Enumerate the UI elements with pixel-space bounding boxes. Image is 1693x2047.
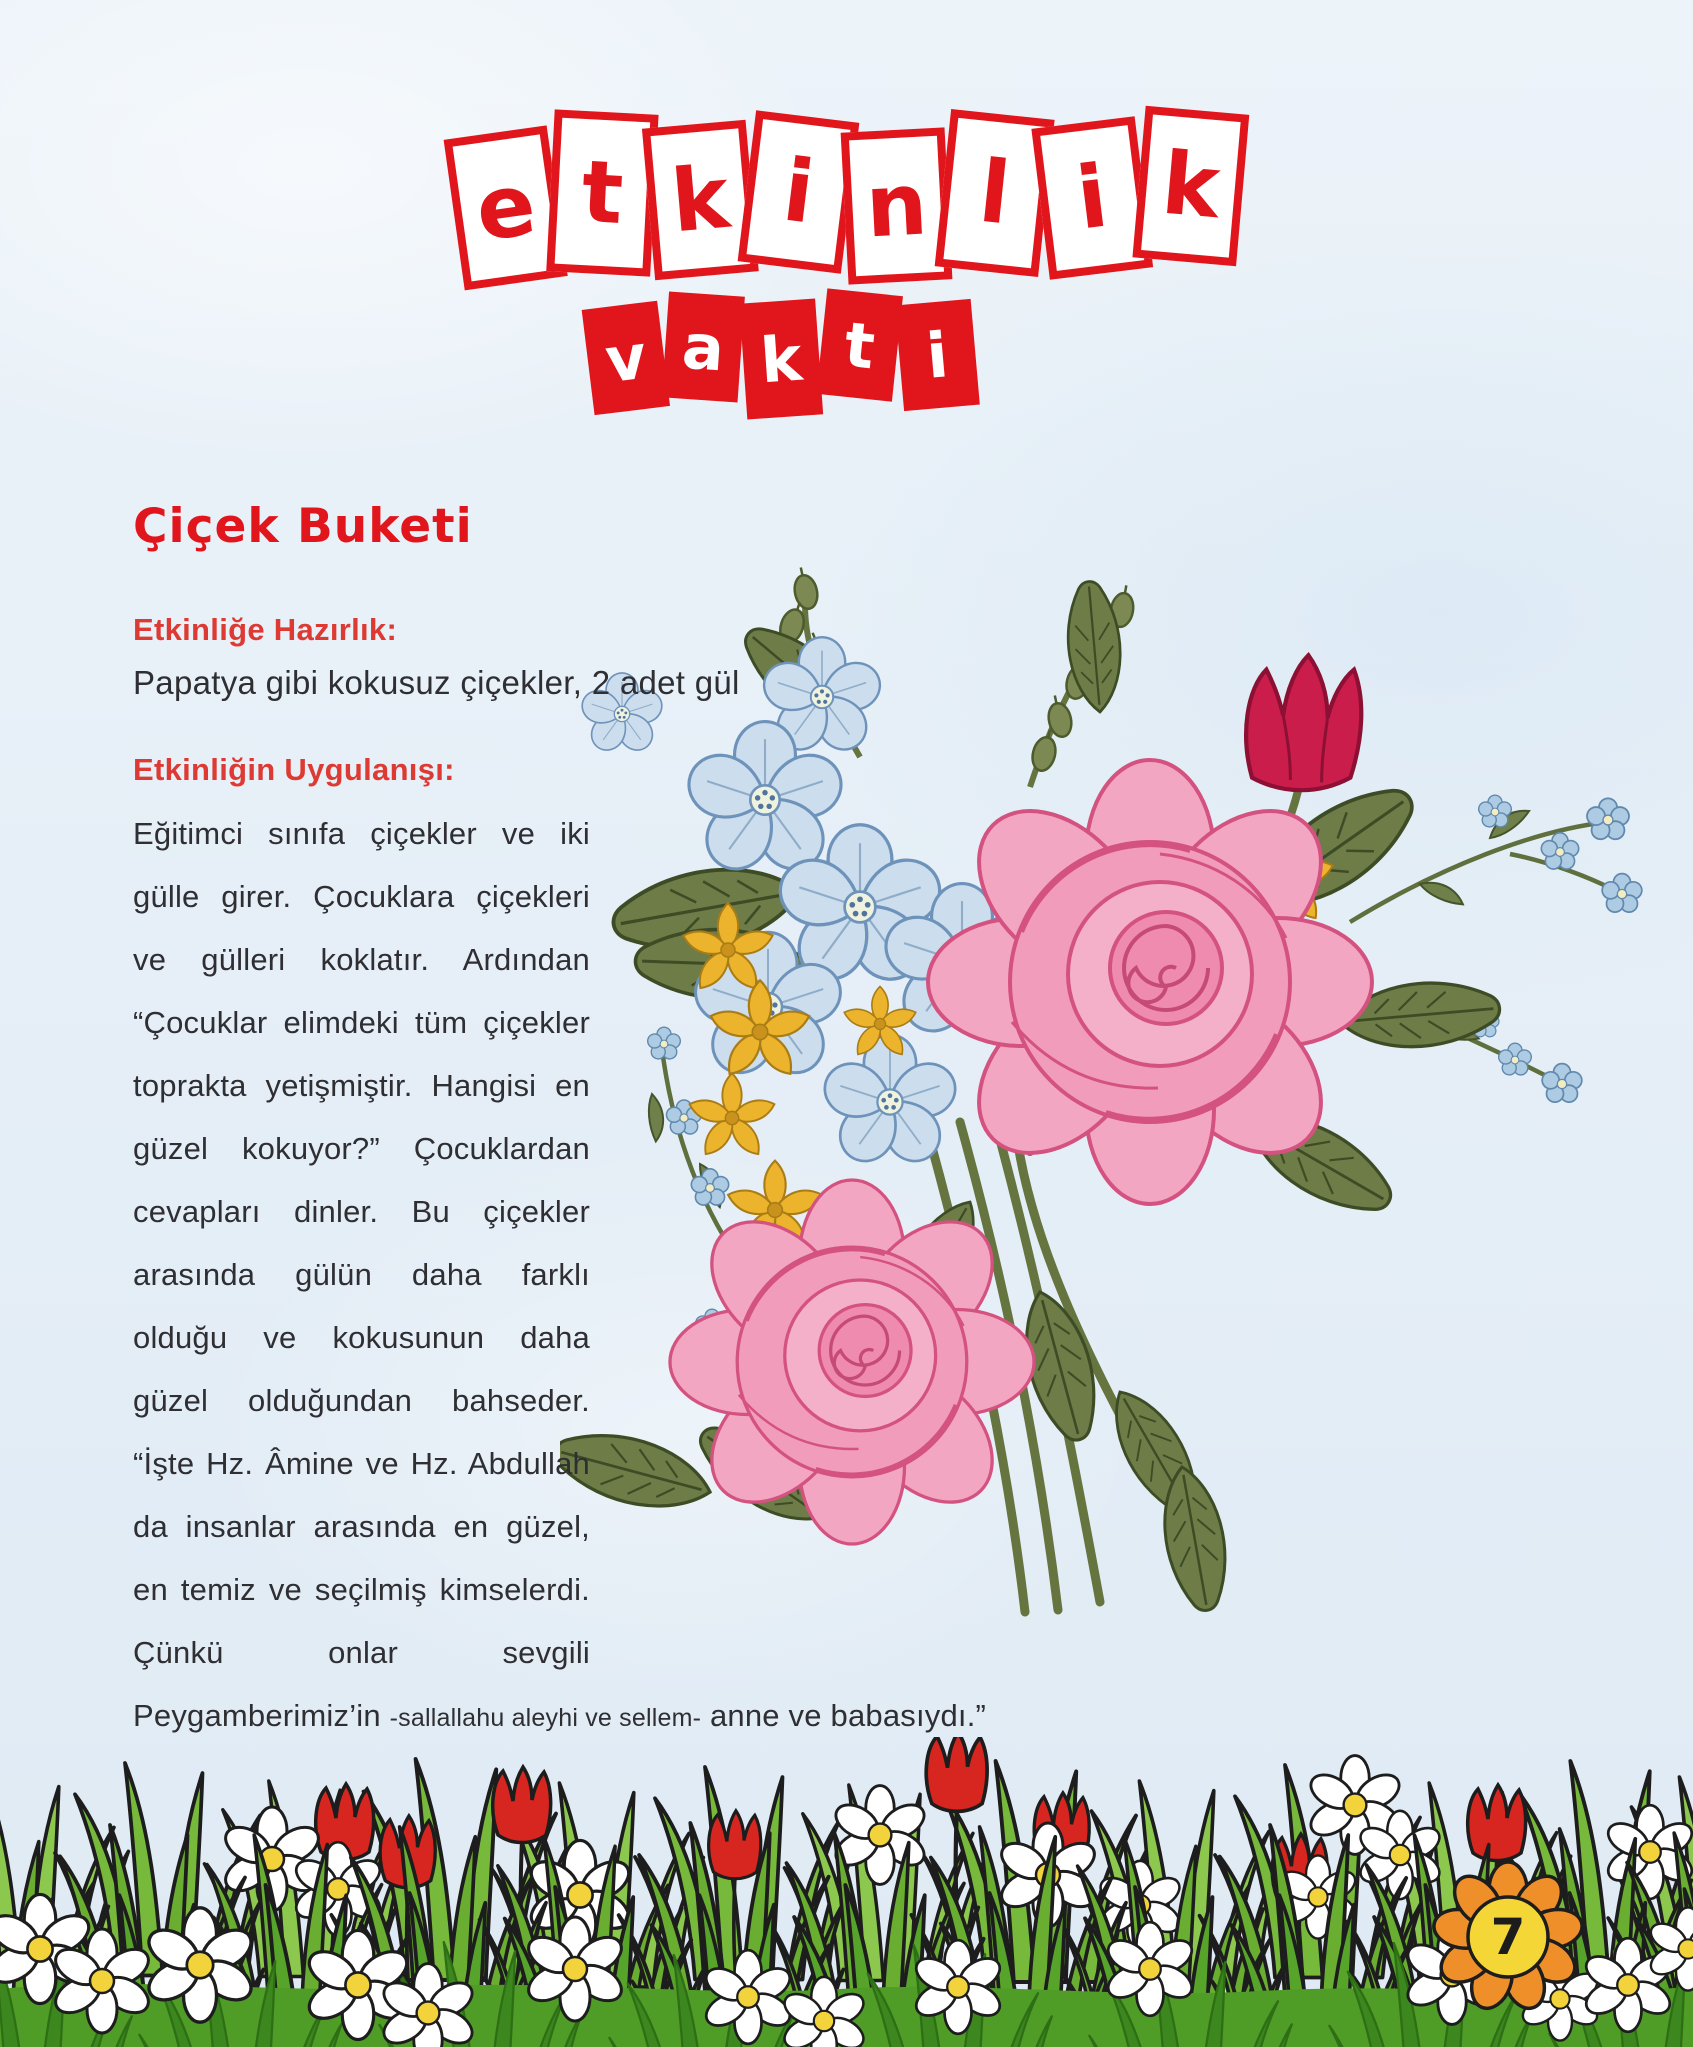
title-tile: l: [934, 109, 1054, 277]
paragraph-text: Eğitimci sınıfa çiçekler ve iki gülle girer. Çocuklara çiçekleri ve gülleri koklatır. Ardından “Çocuklar elimdeki tüm çiçekler toprakta yetişmiştir. Hangisi en güzel kokuyor?” Çocuklardan cevapları dinler. Bu çiçekler arasında gülün daha farklı olduğu ve kokusunun daha güzel olduğundan bahseder. “İşte Hz. Âmine ve Hz. Abdullah da insanlar arasında en güzel, en temiz ve seçilmiş kimselerdi. Çünkü onlar sevgili Peygamberimiz’in: [133, 816, 590, 1734]
activity-content: [133, 0, 1603, 1750]
apply-label: Etkinliğin Uygulanışı:: [133, 752, 455, 788]
bouquet-svg: [560, 562, 1660, 1627]
title-tile: i: [737, 110, 859, 274]
activity-paragraph: [133, 802, 1603, 1750]
page-number: 7: [1490, 1908, 1526, 1966]
meadow-footer-illustration: [0, 1737, 1693, 2047]
prep-label: Etkinliğe Hazırlık:: [133, 612, 398, 648]
title-tile: i: [894, 299, 979, 411]
paragraph-small-text: -sallallahu aleyhi ve sellem-: [389, 1704, 702, 1733]
title-tile: v: [581, 301, 669, 415]
title-tile: i: [1031, 116, 1153, 280]
title-tile: t: [816, 288, 903, 401]
pink-rose-large: [928, 760, 1372, 1204]
title-tile: t: [546, 109, 658, 276]
paragraph-text: anne ve babasıydı.”: [701, 1698, 987, 1734]
title-tile: e: [443, 125, 567, 290]
bouquet-illustration: [590, 562, 1603, 1622]
title-tile: k: [1132, 106, 1249, 266]
pink-rose-small: [670, 1180, 1034, 1544]
title-tile: a: [661, 291, 744, 402]
title-tile: k: [641, 120, 758, 280]
title-tile: k: [739, 298, 823, 419]
prep-text: Papatya gibi kokusuz çiçekler, 2 adet gül: [133, 664, 740, 702]
activity-heading: Çiçek Buketi: [133, 499, 473, 554]
title-tile: n: [840, 127, 952, 284]
tulip-flower: [1246, 655, 1361, 790]
